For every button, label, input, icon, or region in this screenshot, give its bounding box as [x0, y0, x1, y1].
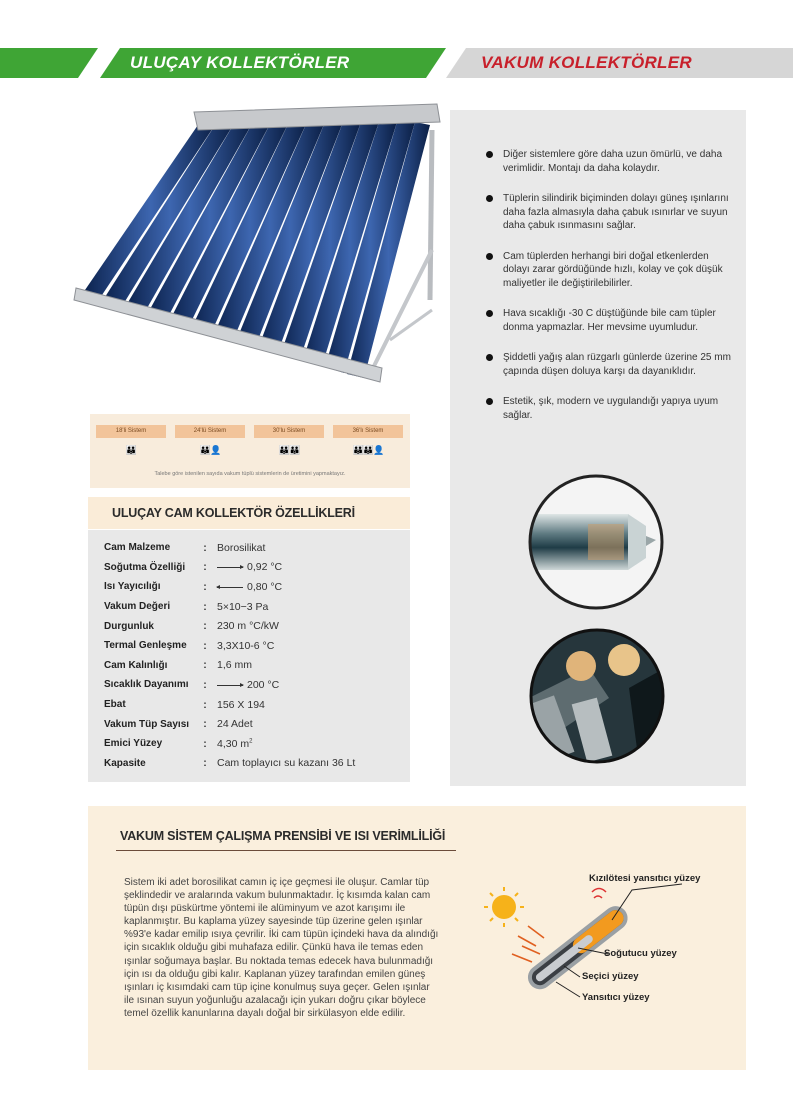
feature-row: Vakum Tüp Sayısı : 24 Adet: [104, 714, 355, 734]
benefit-item: Diğer sistemlere göre daha uzun ömürlü, ve daha verimlidir. Montajı da daha kolaydır.: [483, 148, 733, 175]
feature-key: Ebat: [104, 699, 126, 711]
feature-row: Ebat : 156 X 194: [104, 695, 355, 715]
systems-note: Talebe göre istenilen sayıda vakum tüplü sistemlerin de üretimini yapmaktayız.: [154, 471, 346, 477]
benefit-item: Tüplerin silindirik biçiminden dolayı güneş ışınlarını daha fazla almasıyla daha çabuk ısınırlar ve suyun daha çabuk ısınmasını sağlar.: [483, 192, 733, 233]
system-24-label: 24'lü Sistem: [175, 425, 245, 438]
arrow-left-icon: [217, 587, 243, 588]
solar-collector-image: [72, 100, 444, 390]
principle-divider: [116, 850, 456, 851]
feature-value: 0,92 °C: [247, 561, 283, 574]
feature-row: Kapasite : Cam toplayıcı su kazanı 36 Lt: [104, 754, 355, 774]
feature-key: Sıcaklık Dayanımı: [104, 679, 189, 691]
feature-key: Cam Kalınlığı: [104, 659, 168, 671]
label-reflective-surface: Yansıtıcı yüzey: [582, 992, 650, 1003]
feature-key: Kapasite: [104, 757, 146, 769]
tube-end-photo: [528, 474, 664, 610]
feature-key: Emici Yüzey: [104, 738, 163, 750]
benefit-item: Hava sıcaklığı -30 C düştüğünde bile cam tüpler donma yapmazlar. Her mevsime uyumludur.: [483, 307, 733, 334]
label-cooling-surface: Soğutucu yüzey: [604, 948, 677, 959]
bullet-icon: [486, 195, 493, 202]
sun-icon: [484, 887, 524, 927]
feature-row: Soğutma Özelliği : 0,92 °C: [104, 558, 355, 578]
feature-row: Cam Malzeme : Borosilikat: [104, 538, 355, 558]
benefit-item: Şiddetli yağış alan rüzgarlı günlerde üzerine 25 mm çapında düşen doluya karşı da dayanıklıdır.: [483, 351, 733, 378]
arrow-right-icon: [217, 685, 243, 686]
feature-value: 5×10−3 Pa: [217, 600, 269, 613]
feature-row: Cam Kalınlığı : 1,6 mm: [104, 656, 355, 676]
feature-key: Soğutma Özelliği: [104, 561, 186, 573]
label-infrared-reflective: Kızılötesi yansıtıcı yüzey: [589, 873, 701, 884]
feature-row: Termal Genleşme : 3,3X10-6 °C: [104, 636, 355, 656]
feature-value: Borosilikat: [217, 541, 266, 554]
feature-row: Durgunluk : 230 m °C/kW: [104, 616, 355, 636]
feature-row: Emici Yüzey : 4,30 $m^2$: [104, 734, 355, 754]
bullet-icon: [486, 310, 493, 317]
feature-value: 1,6 mm: [217, 659, 253, 672]
people-group-icon: 👪👤: [199, 445, 221, 455]
feature-key: Cam Malzeme: [104, 542, 171, 554]
feature-value: 200 °C: [247, 678, 280, 691]
features-table: [104, 538, 355, 773]
bullet-icon: [486, 151, 493, 158]
feature-value: 3,3X10-6 °C: [217, 639, 275, 652]
principle-text: Sistem iki adet borosilikat camın iç içe geçmesi ile oluşur. Camlar tüp şeklindedir ve aralarında vakum bulunmaktadır. İç kısımda kalan cam tüpün dışı püskürtme yöntemi ile alüminyum ve azot karışımı ile kaplanmıştır. Bu kaplama yüzey sayesinde tüp üzerine gelen ışınlar %93'e kadar emilip ısıya çevrilir. İki cam tüpün içindeki hava da alındığı için sıcaklık olduğu gibi muhafaza edilir. Çünkü hava ile temas eden ışınlar soğumaya başlar. Bu noktada temas edecek hava bulunmadığı için ısı da olduğu gibi kalır. Kaplanan yüzey tarafından emilen güneş ışınları iç kısımdaki cam tüp içine konulmuş suya geçer. Gelen ışınlar ile ısınan suyun yoğunluğu azalacağı için yukarı doğru çıkar böylece temel özellik kanunlarına dayalı doğal bir sirkülasyon elde edilir.: [124, 877, 439, 1019]
feature-value: 230 m °C/kW: [217, 620, 279, 633]
systems-row: [96, 425, 404, 455]
feature-key: Durgunluk: [104, 620, 154, 632]
feature-value: 24 Adet: [217, 718, 253, 731]
feature-value: 4,30 m: [217, 737, 250, 750]
bullet-icon: [486, 354, 493, 361]
header-left-title: ULUÇAY KOLLEKTÖRLER: [130, 53, 350, 72]
feature-row: Isı Yayıcılığı : 0,80 °C: [104, 577, 355, 597]
system-36-label: 36'lı Sistem: [333, 425, 403, 438]
arrow-right-icon: [217, 567, 243, 568]
system-18-label: 18'li Sistem: [96, 425, 166, 438]
people-group-icon: 👪👪: [278, 445, 300, 455]
feature-row: Vakum Değeri : 5×10−3 Pa: [104, 597, 355, 617]
tube-caps-photo: [529, 628, 665, 764]
feature-key: Vakum Tüp Sayısı: [104, 718, 190, 730]
feature-value: Cam toplayıcı su kazanı 36 Lt: [217, 757, 356, 770]
feature-key: Isı Yayıcılığı: [104, 581, 161, 593]
feature-row: Sıcaklık Dayanımı : 200 °C: [104, 675, 355, 695]
header-right-title: VAKUM KOLLEKTÖRLER: [481, 53, 692, 72]
feature-value-sup: 2: [249, 738, 253, 745]
principle-title: VAKUM SİSTEM ÇALIŞMA PRENSİBİ VE ISI VERİMLİLİĞİ: [120, 829, 446, 843]
people-group-icon: 👪👪👤: [352, 445, 384, 455]
bullet-icon: [486, 398, 493, 405]
system-30-label: 30'lu Sistem: [254, 425, 324, 438]
benefit-item: Estetik, şık, modern ve uygulandığı yapıya uyum sağlar.: [483, 395, 733, 422]
feature-key: Termal Genleşme: [104, 640, 187, 652]
features-title: ULUÇAY CAM KOLLEKTÖR ÖZELLİKLERİ: [112, 506, 355, 520]
bullet-icon: [486, 253, 493, 260]
benefit-item: Cam tüplerden herhangi biri doğal etkenlerden dolayı zarar gördüğünde hızlı, kolay ve çok düşük maliyetler ile değiştirilebilirler.: [483, 250, 733, 291]
people-group-icon: 👪: [125, 445, 137, 455]
benefits-list: [483, 148, 733, 439]
feature-value: 0,80 °C: [247, 580, 283, 593]
feature-key: Vakum Değeri: [104, 601, 171, 613]
feature-value: 156 X 194: [217, 698, 265, 711]
label-selective-surface: Seçici yüzey: [582, 971, 639, 982]
